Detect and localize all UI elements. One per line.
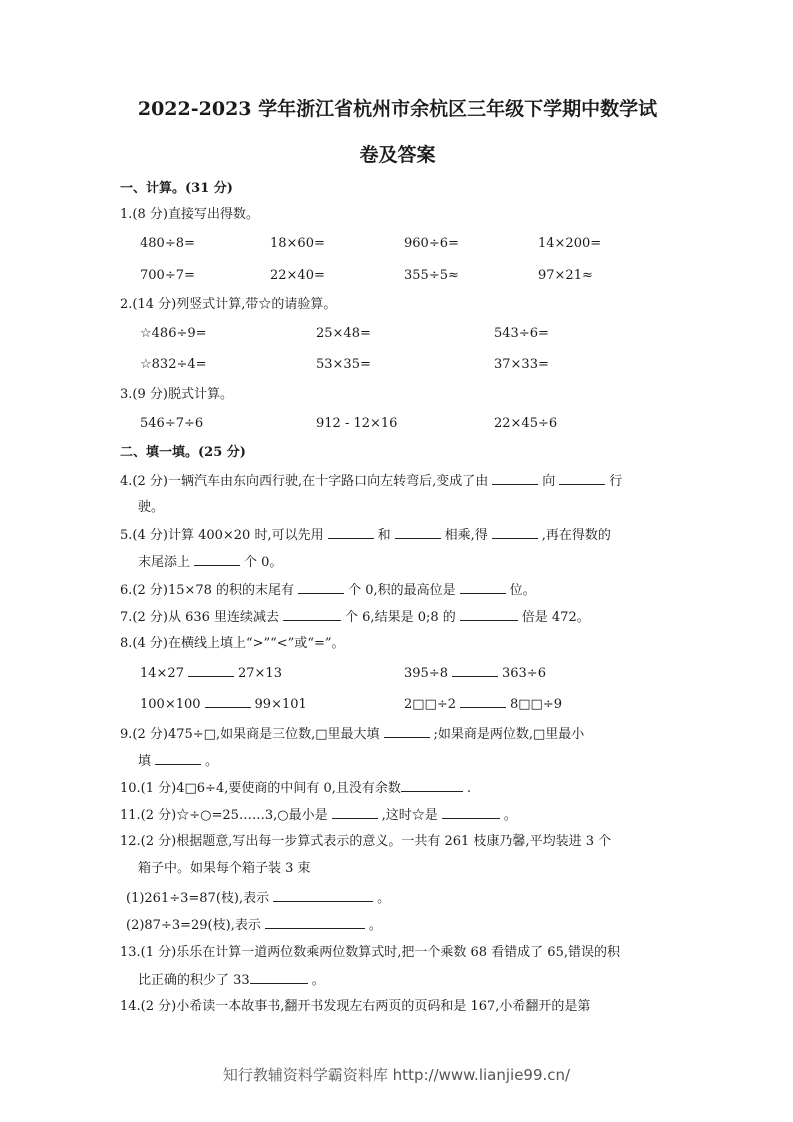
answer-blank[interactable] bbox=[250, 971, 308, 984]
q4-text: 行 bbox=[609, 474, 623, 489]
answer-blank[interactable] bbox=[328, 526, 374, 539]
q7 bbox=[120, 608, 680, 627]
q8-right: 99×101 bbox=[254, 697, 307, 712]
q10-text: . bbox=[466, 781, 472, 796]
q8-stem: 8.(4 分)在横线上填上“>”“<”或“=”。 bbox=[120, 636, 345, 651]
q2-item: 543÷6= bbox=[494, 326, 549, 341]
answer-blank[interactable] bbox=[298, 581, 344, 594]
answer-blank[interactable] bbox=[194, 553, 240, 566]
answer-blank[interactable] bbox=[395, 526, 441, 539]
answer-blank[interactable] bbox=[442, 806, 500, 819]
q7-text: 个 6,结果是 0;8 的 bbox=[345, 610, 456, 625]
q12-line1: 12.(2 分)根据题意,写出每一步算式表示的意义。一共有 261 枝康乃馨,平均装进 3 个 bbox=[120, 834, 612, 849]
q9-text: 9.(2 分)475÷□,如果商是三位数,□里最大填 bbox=[120, 727, 380, 742]
q6 bbox=[120, 581, 680, 600]
q8-right: 8□□÷9 bbox=[510, 697, 562, 712]
q2-stem: 2.(14 分)列竖式计算,带☆的请验算。 bbox=[120, 297, 337, 312]
q8-left: 100×100 bbox=[140, 697, 201, 712]
q4-text: 4.(2 分)一辆汽车由东向西行驶,在十字路口向左转弯后,变成了由 bbox=[120, 474, 489, 489]
q3-item: 912 - 12×16 bbox=[316, 416, 398, 431]
answer-blank[interactable] bbox=[155, 752, 201, 765]
answer-blank[interactable] bbox=[332, 806, 378, 819]
section-1-heading: 一、计算。(31 分) bbox=[120, 181, 233, 196]
q1-item: 480÷8= bbox=[140, 236, 195, 251]
answer-blank[interactable] bbox=[384, 725, 430, 738]
answer-blank[interactable] bbox=[265, 916, 365, 929]
q11-text: ,这时☆是 bbox=[381, 808, 438, 823]
answer-blank[interactable] bbox=[188, 664, 234, 677]
q1-item: 700÷7= bbox=[140, 268, 195, 283]
q5-text: 个 0。 bbox=[244, 555, 283, 570]
q3-item: 546÷7÷6 bbox=[140, 416, 204, 431]
q13-text: 比正确的积少了 33 bbox=[138, 973, 250, 988]
q8-left: 2□□÷2 bbox=[404, 697, 456, 712]
q3-item: 22×45÷6 bbox=[494, 416, 558, 431]
answer-blank[interactable] bbox=[283, 608, 341, 621]
q10-text: 10.(1 分)4□6÷4,要使商的中间有 0,且没有余数 bbox=[120, 781, 401, 796]
answer-blank[interactable] bbox=[492, 526, 538, 539]
q1-item: 97×21≈ bbox=[538, 268, 593, 283]
q13-line2 bbox=[138, 971, 698, 990]
q3-stem: 3.(9 分)脱式计算。 bbox=[120, 387, 233, 402]
answer-blank[interactable] bbox=[492, 472, 538, 485]
q12-text: (1)261÷3=87(枝),表示 bbox=[126, 891, 270, 906]
q9-line2 bbox=[138, 752, 698, 771]
q8-right: 27×13 bbox=[237, 666, 282, 681]
q11 bbox=[120, 806, 680, 825]
footer-watermark: 知行教辅资料学霸资料库 http://www.lianjie99.cn/ bbox=[222, 1066, 571, 1084]
q5-text: 5.(4 分)计算 400×20 时,可以先用 bbox=[120, 528, 324, 543]
q11-text: 11.(2 分)☆÷○=25……3,○最小是 bbox=[120, 808, 328, 823]
answer-blank[interactable] bbox=[452, 664, 498, 677]
q8-left: 14×27 bbox=[140, 666, 184, 681]
q6-text: 6.(2 分)15×78 的积的末尾有 bbox=[120, 583, 295, 598]
q4-line2: 驶。 bbox=[138, 500, 165, 515]
q2-item: 53×35= bbox=[316, 357, 371, 372]
q8-left: 395÷8 bbox=[404, 666, 448, 681]
q4-line1 bbox=[120, 472, 680, 491]
q1-item: 355÷5≈ bbox=[404, 268, 459, 283]
q1-stem: 1.(8 分)直接写出得数。 bbox=[120, 207, 259, 222]
q2-item: ☆832÷4= bbox=[140, 357, 207, 372]
q6-text: 位。 bbox=[509, 583, 536, 598]
exam-title-line1: 2022-2023 学年浙江省杭州市余杭区三年级下学期中数学试 bbox=[137, 98, 658, 120]
q9-text: 填 bbox=[138, 754, 152, 769]
q5-line1 bbox=[120, 526, 680, 545]
q7-text: 7.(2 分)从 636 里连续减去 bbox=[120, 610, 280, 625]
q12-text: 。 bbox=[377, 891, 391, 906]
q9-line1 bbox=[120, 725, 680, 744]
q5-text: 末尾添上 bbox=[138, 555, 191, 570]
q5-text: ,再在得数的 bbox=[541, 528, 611, 543]
q2-item: ☆486÷9= bbox=[140, 326, 207, 341]
answer-blank[interactable] bbox=[205, 695, 251, 708]
answer-blank[interactable] bbox=[460, 695, 506, 708]
q9-text: 。 bbox=[205, 754, 219, 769]
answer-blank[interactable] bbox=[559, 472, 605, 485]
q12-text: (2)87÷3=29(枝),表示 bbox=[126, 918, 261, 933]
q12-sub1 bbox=[126, 889, 686, 908]
q4-text: 向 bbox=[542, 474, 556, 489]
q8-item bbox=[404, 695, 562, 714]
q12-text: 。 bbox=[368, 918, 382, 933]
q12-sub2 bbox=[126, 916, 686, 935]
answer-blank[interactable] bbox=[460, 581, 506, 594]
q8-item bbox=[140, 695, 307, 714]
q13-line1: 13.(1 分)乐乐在计算一道两位数乘两位数算式时,把一个乘数 68 看错成了 65,错误的积 bbox=[120, 945, 620, 960]
answer-blank[interactable] bbox=[273, 889, 373, 902]
section-2-heading: 二、填一填。(25 分) bbox=[120, 445, 246, 460]
exam-title-line2: 卷及答案 bbox=[359, 144, 436, 166]
q14-line1: 14.(2 分)小希读一本故事书,翻开书发现左右两页的页码和是 167,小希翻开的是第 bbox=[120, 999, 591, 1014]
q1-item: 22×40= bbox=[270, 268, 325, 283]
q1-item: 18×60= bbox=[270, 236, 325, 251]
answer-blank[interactable] bbox=[460, 608, 518, 621]
q1-item: 14×200= bbox=[538, 236, 602, 251]
q2-item: 37×33= bbox=[494, 357, 549, 372]
q1-item: 960÷6= bbox=[404, 236, 459, 251]
q10 bbox=[120, 779, 680, 798]
answer-blank[interactable] bbox=[401, 779, 463, 792]
q5-text: 相乘,得 bbox=[444, 528, 488, 543]
q5-text: 和 bbox=[377, 528, 391, 543]
q12-line2: 箱子中。如果每个箱子装 3 束 bbox=[138, 861, 311, 876]
q8-right: 363÷6 bbox=[501, 666, 546, 681]
q9-text: ;如果商是两位数,□里最小 bbox=[433, 727, 585, 742]
q7-text: 倍是 472。 bbox=[521, 610, 590, 625]
q13-text: 。 bbox=[311, 973, 325, 988]
q5-line2 bbox=[138, 553, 698, 572]
q8-item bbox=[140, 664, 282, 683]
q2-item: 25×48= bbox=[316, 326, 371, 341]
q6-text: 个 0,积的最高位是 bbox=[348, 583, 456, 598]
q11-text: 。 bbox=[503, 808, 517, 823]
q8-item bbox=[404, 664, 546, 683]
